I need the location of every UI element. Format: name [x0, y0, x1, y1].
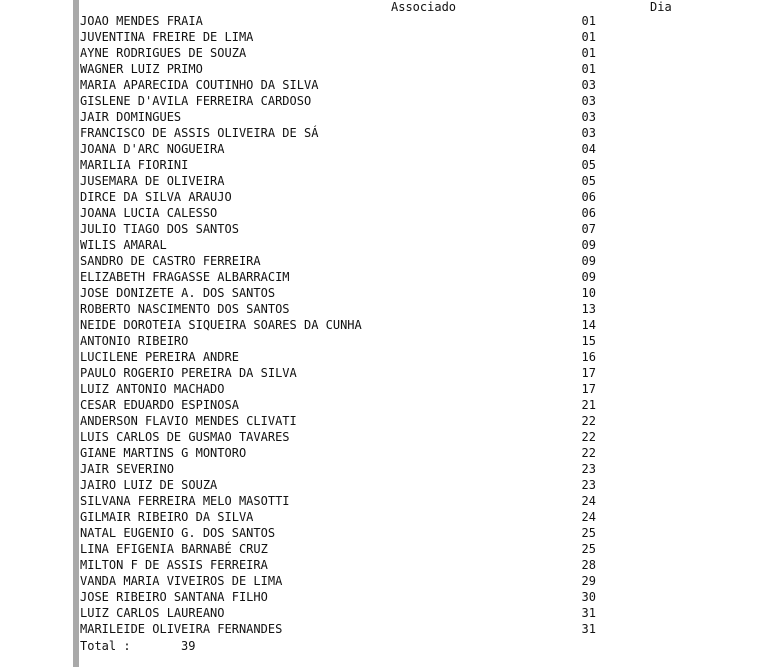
associado-day: 13: [581, 302, 596, 316]
associado-name: JUVENTINA FREIRE DE LIMA: [80, 30, 254, 44]
associado-name: FRANCISCO DE ASSIS OLIVEIRA DE SÁ: [80, 126, 319, 140]
table-row: [80, 141, 620, 157]
table-row: [80, 205, 620, 221]
table-row: [80, 61, 620, 77]
associado-day: 06: [581, 190, 596, 204]
table-row: [80, 605, 620, 621]
associado-day: 03: [581, 78, 596, 92]
associado-day: 24: [581, 510, 596, 524]
associado-name: LUIS CARLOS DE GUSMAO TAVARES: [80, 430, 290, 444]
associado-name: WAGNER LUIZ PRIMO: [80, 62, 203, 76]
table-row: [80, 349, 620, 365]
table-row: [80, 13, 620, 29]
associado-day: 09: [581, 270, 596, 284]
associado-day: 22: [581, 414, 596, 428]
left-margin-bar: [73, 0, 79, 667]
table-row: [80, 381, 620, 397]
associado-day: 25: [581, 526, 596, 540]
associado-day: 24: [581, 494, 596, 508]
associado-name: ELIZABETH FRAGASSE ALBARRACIM: [80, 270, 290, 284]
total-value: 39: [181, 639, 196, 653]
associado-day: 01: [581, 30, 596, 44]
table-row: [80, 365, 620, 381]
associado-day: 25: [581, 542, 596, 556]
associado-name: SANDRO DE CASTRO FERREIRA: [80, 254, 261, 268]
associado-name: JOAO MENDES FRAIA: [80, 14, 203, 28]
associado-day: 09: [581, 254, 596, 268]
associado-name: LUIZ ANTONIO MACHADO: [80, 382, 225, 396]
table-row: [80, 333, 620, 349]
associado-name: AYNE RODRIGUES DE SOUZA: [80, 46, 247, 60]
total-label: Total :: [80, 639, 131, 653]
associado-name: GILMAIR RIBEIRO DA SILVA: [80, 510, 254, 524]
associado-day: 23: [581, 462, 596, 476]
table-row: [80, 157, 620, 173]
associado-name: LUIZ CARLOS LAUREANO: [80, 606, 225, 620]
associado-name: JOANA D'ARC NOGUEIRA: [80, 142, 225, 156]
table-row: [80, 525, 620, 541]
table-row: [80, 589, 620, 605]
associado-name: VANDA MARIA VIVEIROS DE LIMA: [80, 574, 283, 588]
table-row: [80, 45, 620, 61]
table-row: [80, 109, 620, 125]
associado-day: 28: [581, 558, 596, 572]
associado-day: 16: [581, 350, 596, 364]
associado-day: 04: [581, 142, 596, 156]
table-row: [80, 237, 620, 253]
associado-name: LUCILENE PEREIRA ANDRE: [80, 350, 239, 364]
associado-day: 23: [581, 478, 596, 492]
associado-name: JOSE DONIZETE A. DOS SANTOS: [80, 286, 276, 300]
associado-day: 03: [581, 126, 596, 140]
table-row: [80, 125, 620, 141]
associado-day: 22: [581, 446, 596, 460]
table-row: [80, 173, 620, 189]
associado-name: MARIA APARECIDA COUTINHO DA SILVA: [80, 78, 319, 92]
associado-day: 05: [581, 158, 596, 172]
table-row: [80, 429, 620, 445]
associado-day: 09: [581, 238, 596, 252]
column-header-dia: Dia: [650, 0, 672, 14]
associado-day: 17: [581, 382, 596, 396]
table-row: [80, 557, 620, 573]
associado-day: 03: [581, 110, 596, 124]
associado-day: 01: [581, 46, 596, 60]
associado-name: NATAL EUGENIO G. DOS SANTOS: [80, 526, 276, 540]
associado-name: JULIO TIAGO DOS SANTOS: [80, 222, 239, 236]
associado-day: 01: [581, 14, 596, 28]
table-row: [80, 269, 620, 285]
associado-name: JUSEMARA DE OLIVEIRA: [80, 174, 225, 188]
associado-day: 17: [581, 366, 596, 380]
table-row: [80, 573, 620, 589]
column-header-associado: Associado: [391, 0, 457, 14]
associado-day: 05: [581, 174, 596, 188]
associado-name: JAIR SEVERINO: [80, 462, 174, 476]
table-row: [80, 413, 620, 429]
associado-name: JAIR DOMINGUES: [80, 110, 182, 124]
associado-name: DIRCE DA SILVA ARAUJO: [80, 190, 232, 204]
table-row: [80, 77, 620, 93]
table-row: [80, 477, 620, 493]
table-row: [80, 317, 620, 333]
table-row: [80, 189, 620, 205]
associado-day: 15: [581, 334, 596, 348]
associado-name: WILIS AMARAL: [80, 238, 167, 252]
table-row: [80, 253, 620, 269]
associado-name: MARILEIDE OLIVEIRA FERNANDES: [80, 622, 283, 636]
table-row: [80, 221, 620, 237]
associado-name: ROBERTO NASCIMENTO DOS SANTOS: [80, 302, 290, 316]
associado-name: NEIDE DOROTEIA SIQUEIRA SOARES DA CUNHA: [80, 318, 362, 332]
associado-name: PAULO ROGERIO PEREIRA DA SILVA: [80, 366, 297, 380]
table-row: [80, 29, 620, 45]
table-row: [80, 397, 620, 413]
associado-day: 22: [581, 430, 596, 444]
associado-name: JOANA LUCIA CALESSO: [80, 206, 218, 220]
associado-name: JAIRO LUIZ DE SOUZA: [80, 478, 218, 492]
associado-name: MILTON F DE ASSIS FERREIRA: [80, 558, 268, 572]
table-row: [80, 541, 620, 557]
associado-day: 29: [581, 574, 596, 588]
table-row: [80, 445, 620, 461]
table-row: [80, 301, 620, 317]
associado-day: 31: [581, 622, 596, 636]
table-row: [80, 285, 620, 301]
table-row: [80, 93, 620, 109]
associado-day: 06: [581, 206, 596, 220]
associado-name: GISLENE D'AVILA FERREIRA CARDOSO: [80, 94, 312, 108]
table-row: [80, 509, 620, 525]
associado-day: 30: [581, 590, 596, 604]
table-row: [80, 621, 620, 637]
associado-name: ANTONIO RIBEIRO: [80, 334, 189, 348]
associado-day: 03: [581, 94, 596, 108]
associado-name: CESAR EDUARDO ESPINOSA: [80, 398, 239, 412]
associado-day: 31: [581, 606, 596, 620]
associado-day: 14: [581, 318, 596, 332]
associado-name: MARILIA FIORINI: [80, 158, 189, 172]
associado-day: 01: [581, 62, 596, 76]
associado-name: GIANE MARTINS G MONTORO: [80, 446, 247, 460]
associado-name: SILVANA FERREIRA MELO MASOTTI: [80, 494, 290, 508]
associado-name: ANDERSON FLAVIO MENDES CLIVATI: [80, 414, 297, 428]
associado-day: 10: [581, 286, 596, 300]
associado-name: JOSE RIBEIRO SANTANA FILHO: [80, 590, 268, 604]
associado-day: 07: [581, 222, 596, 236]
associados-list: [80, 13, 620, 637]
associado-day: 21: [581, 398, 596, 412]
table-row: [80, 461, 620, 477]
table-row: [80, 493, 620, 509]
associado-name: LINA EFIGENIA BARNABÉ CRUZ: [80, 542, 268, 556]
